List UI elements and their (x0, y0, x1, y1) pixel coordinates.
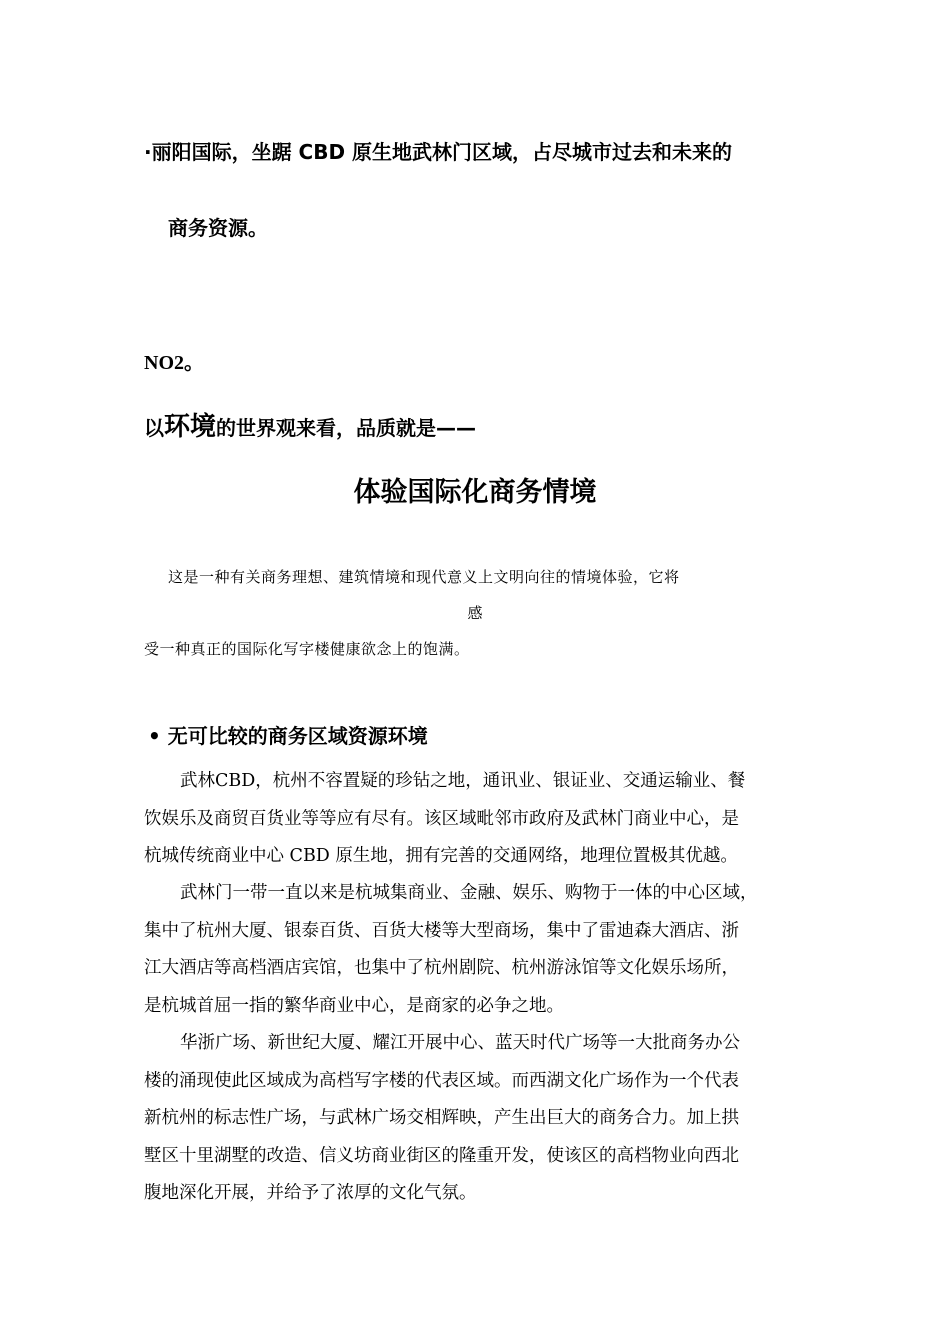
intro-line-1: 这是一种有关商务理想、建筑情境和现代意义上文明向往的情境体验，它将 (168, 568, 680, 586)
section-heading: • 无可比较的商务区域资源环境 (148, 724, 428, 748)
paragraph-1 (144, 763, 820, 876)
section-number: NO2。 (144, 352, 204, 374)
bullet-line-2: 商务资源。 (168, 216, 268, 240)
intro-line-2: 感 (467, 604, 483, 622)
paragraph-line: 墅区十里湖墅的改造、信义坊商业街区的隆重开发，使该区的高档物业向西北 (144, 1145, 739, 1166)
paragraph-line: 华浙广场、新世纪大厦、耀江开展中心、蓝天时代广场等一大批商务办公 (180, 1033, 740, 1053)
worldview-suffix: 的世界观来看，品质就是—— (216, 416, 477, 440)
paragraph-line: 新杭州的标志性广场，与武林广场交相辉映，产生出巨大的商务合力。加上拱 (144, 1108, 739, 1128)
intro-line-3: 受一种真正的国际化写字楼健康欲念上的饱满。 (144, 640, 470, 658)
worldview-prefix: 以 (144, 416, 164, 440)
paragraph-line: 是杭城首屈一指的繁华商业中心，是商家的必争之地。 (144, 995, 564, 1016)
worldview-emphasis: 环境 (164, 412, 217, 442)
paragraph-line: 江大酒店等高档酒店宾馆，也集中了杭州剧院、杭州游泳馆等文化娱乐场所， (144, 958, 739, 978)
paragraph-line: 杭城传统商业中心 CBD 原生地，拥有完善的交通网络，地理位置极其优越。 (144, 846, 738, 866)
paragraph-3 (144, 1025, 820, 1213)
paragraph-line: 武林门一带一直以来是杭城集商业、金融、娱乐、购物于一体的中心区域， (180, 883, 758, 903)
paragraph-2 (144, 875, 820, 1025)
paragraph-line: 楼的涌现使此区域成为高档写字楼的代表区域。而西湖文化广场作为一个代表 (144, 1070, 739, 1091)
paragraph-line: 腹地深化开展，并给予了浓厚的文化气氛。 (144, 1183, 477, 1203)
bullet-line-1: ·丽阳国际，坐踞 CBD 原生地武林门区域，占尽城市过去和未来的 (144, 140, 733, 164)
paragraph-line: 集中了杭州大厦、银泰百货、百货大楼等大型商场，集中了雷迪森大酒店、浙 (144, 920, 739, 941)
headline: 体验国际化商务情境 (353, 477, 597, 508)
paragraph-line: 饮娱乐及商贸百货业等等应有尽有。该区域毗邻市政府及武林门商业中心，是 (144, 808, 739, 829)
paragraph-line: 武林CBD，杭州不容置疑的珍钻之地，通讯业、银证业、交通运输业、餐 (180, 771, 746, 791)
worldview-line (144, 406, 476, 443)
